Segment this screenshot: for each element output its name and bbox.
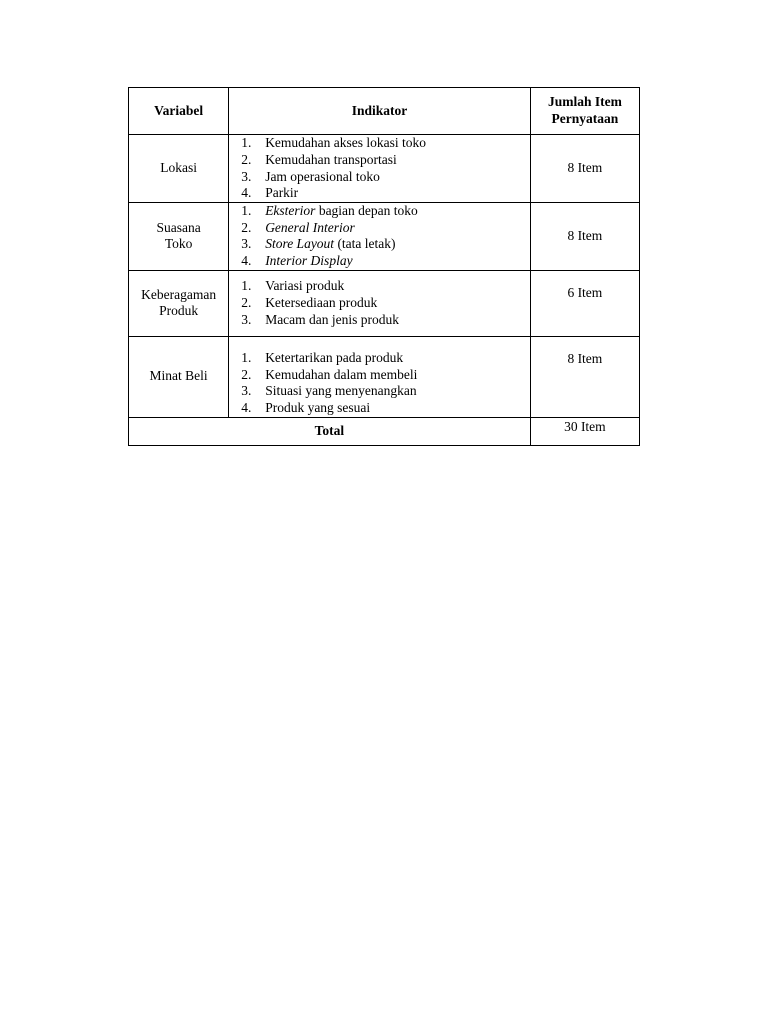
header-jumlah-line2: Pernyataan — [551, 111, 619, 126]
list-item: 1. Eksterior bagian depan toko — [241, 203, 418, 218]
indikator-list — [229, 278, 530, 328]
indikator-cell — [229, 135, 531, 203]
header-variabel: Variabel — [129, 88, 229, 135]
list-item: 1. Kemudahan akses lokasi toko — [241, 135, 427, 151]
variabel-name-line2: Toko — [164, 236, 193, 252]
list-item: 2. General Interior — [241, 219, 355, 235]
variabel-cell — [129, 135, 229, 203]
table-row — [129, 270, 640, 336]
jumlah-cell: 8 Item — [530, 203, 639, 271]
indikator-list — [229, 203, 530, 270]
list-item: 1. Variasi produk — [241, 278, 345, 294]
total-label: Total — [129, 417, 531, 445]
indikator-cell — [229, 203, 531, 271]
list-item: 1. Ketertarikan pada produk — [241, 350, 404, 365]
variabel-name: Lokasi — [160, 160, 197, 176]
header-indikator: Indikator — [229, 88, 531, 135]
indikator-cell — [229, 336, 531, 417]
list-item: 3. Situasi yang menyenangkan — [241, 383, 417, 399]
variabel-cell — [129, 336, 229, 417]
table-row — [129, 135, 640, 203]
jumlah-cell: 8 Item — [530, 135, 639, 203]
variabel-name-line2: Produk — [159, 303, 199, 319]
indikator-list — [229, 350, 530, 417]
indicator-table — [128, 87, 640, 446]
list-item: 4. Parkir — [241, 185, 299, 201]
table-header-row — [129, 88, 640, 135]
list-item: 2. Ketersediaan produk — [241, 294, 378, 310]
list-item: 3. Jam operasional toko — [241, 168, 380, 184]
variabel-name: Keberagaman — [141, 286, 217, 302]
list-item: 2. Kemudahan transportasi — [241, 151, 397, 167]
list-item: 3. Store Layout (tata letak) — [241, 236, 396, 252]
indikator-cell — [229, 270, 531, 336]
list-item: 4. Interior Display — [241, 253, 353, 269]
list-item: 4. Produk yang sesuai — [241, 400, 371, 416]
jumlah-cell: 6 Item — [530, 270, 639, 336]
table-row — [129, 203, 640, 271]
indikator-list — [229, 135, 530, 202]
total-row — [129, 417, 640, 445]
table-row — [129, 336, 640, 417]
variabel-cell — [129, 203, 229, 271]
variabel-name: Minat Beli — [149, 368, 208, 384]
total-value: 30 Item — [530, 417, 639, 445]
header-jumlah — [530, 88, 639, 135]
list-item: 3. Macam dan jenis produk — [241, 311, 400, 327]
jumlah-cell: 8 Item — [530, 336, 639, 417]
header-jumlah-line1: Jumlah Item — [547, 94, 622, 110]
variabel-cell — [129, 270, 229, 336]
list-item: 2. Kemudahan dalam membeli — [241, 366, 418, 382]
variabel-name: Suasana — [156, 219, 201, 235]
